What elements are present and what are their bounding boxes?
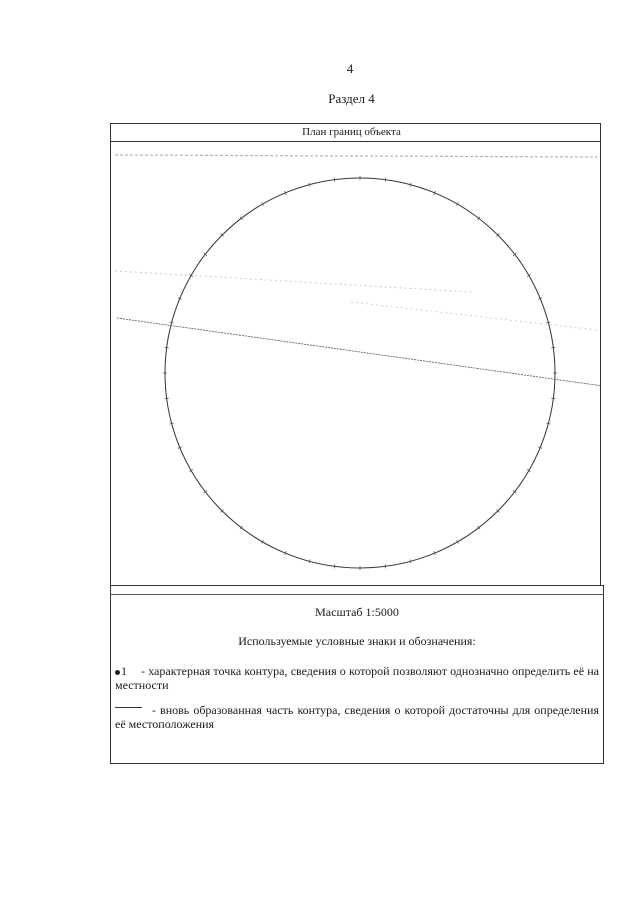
scan-artifact-line (115, 155, 597, 157)
contour-point-tick (170, 423, 174, 424)
legend-row-point (115, 664, 599, 692)
plan-title: План границ объекта (302, 126, 401, 138)
point-description: - характерная точка контура, сведения о которой позволяют однозначно определить её на местности (115, 664, 599, 692)
point-marker-number: 1 (121, 664, 127, 678)
section-title: Раздел 4 (328, 91, 375, 106)
contour-point-tick (165, 347, 169, 348)
scale-label: Масштаб 1:5000 (315, 605, 399, 619)
legend-title: Используемые условные знаки и обозначения: (238, 634, 476, 648)
contour-point-tick (551, 347, 555, 348)
contour-point-tick (385, 178, 386, 182)
contour-point-tick (385, 564, 386, 568)
legend-frame (110, 585, 604, 764)
contour-point-tick (410, 559, 411, 563)
plan-drawing (111, 124, 600, 586)
plan-frame (110, 123, 601, 586)
contour-points (163, 176, 557, 570)
line-symbol-icon (115, 707, 142, 708)
point-marker-icon (115, 670, 120, 675)
contour-point-tick (546, 322, 550, 323)
contour-point-tick (410, 183, 411, 187)
boundary-line (117, 318, 600, 386)
contour-point-tick (551, 398, 555, 399)
scan-artifact-line (351, 302, 597, 330)
legend-row-line (115, 703, 599, 731)
legend-divider (110, 594, 604, 595)
contour-point-tick (170, 322, 174, 323)
line-description: - вновь образованная часть контура, сведения о которой достаточны для определения её местоположения (115, 703, 599, 731)
contour-point-tick (165, 398, 169, 399)
contour-point-tick (309, 183, 310, 187)
contour-point-tick (309, 559, 310, 563)
contour-point-tick (334, 564, 335, 568)
contour-point-tick (546, 423, 550, 424)
scan-artifact-line (115, 271, 471, 292)
contour-point-tick (334, 178, 335, 182)
page-number: 4 (346, 61, 354, 76)
